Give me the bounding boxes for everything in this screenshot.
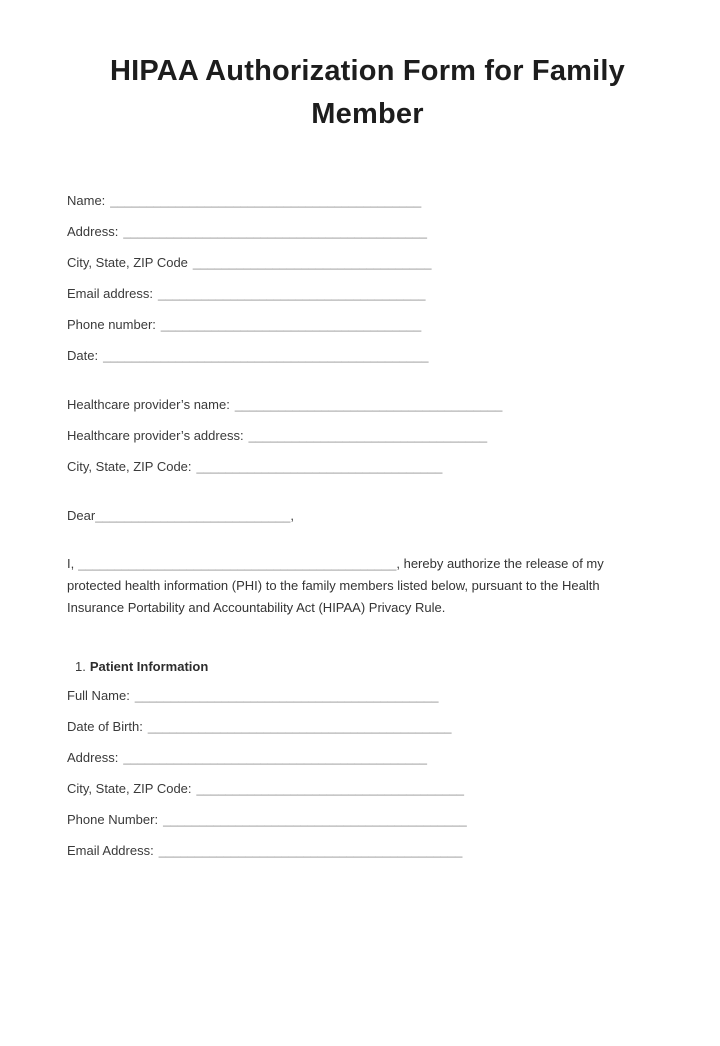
form-field-row-date-of-birth [67, 718, 668, 736]
form-field-row-patient-email [67, 842, 668, 860]
field-label: City, State, ZIP Code: [67, 781, 192, 796]
form-field-row-provider-address [67, 427, 668, 445]
paragraph-text: , hereby authorize the release of my protected health information (PHI) to the family members listed below, pursuant to the Health Insurance Portability and Accountability Act (HIPAA) Privacy Rule. [67, 556, 604, 615]
field-blank-line: __________________________________________ [147, 719, 452, 734]
field-label: Phone Number: [67, 812, 159, 827]
patient-info-block [67, 687, 668, 860]
field-blank-line: _________________________________ [192, 255, 432, 270]
hipaa-form-page [0, 50, 720, 1046]
salutation-blank-line: ___________________________ [95, 508, 291, 523]
field-label: Name: [67, 193, 106, 208]
form-field-row-email [67, 285, 668, 303]
form-field-row-patient-city-state-zip [67, 780, 668, 798]
field-blank-line: _____________________________________ [234, 397, 503, 412]
form-field-row-full-name [67, 687, 668, 705]
field-blank-line: ____________________________________ [160, 317, 422, 332]
field-blank-line: _____________________________________ [196, 781, 465, 796]
heading-number: 1. [75, 659, 86, 674]
patient-information-heading [67, 658, 668, 676]
field-blank-line: ___________________________________________ [110, 193, 422, 208]
field-label: Email address: [67, 286, 153, 301]
field-blank-line: __________________________________________ [134, 688, 439, 703]
field-blank-line: __________________________________ [196, 459, 443, 474]
field-blank-line: _____________________________________________ [103, 348, 429, 363]
authorization-paragraph [67, 553, 637, 619]
field-blank-line: __________________________________________ [123, 224, 427, 239]
page-title [67, 50, 668, 136]
field-label: City, State, ZIP Code: [67, 459, 192, 474]
form-field-row-provider-name [67, 396, 668, 414]
form-field-row-city-state-zip [67, 254, 668, 272]
form-field-row-phone [67, 316, 668, 334]
field-label: Address: [67, 750, 119, 765]
field-label: Address: [67, 224, 119, 239]
form-field-row-name [67, 192, 668, 210]
form-field-row-provider-city-state-zip [67, 458, 668, 476]
field-blank-line: __________________________________________ [123, 750, 427, 765]
form-field-row-patient-address [67, 749, 668, 767]
field-label: Date: [67, 348, 99, 363]
heading-text: Patient Information [89, 659, 209, 674]
paragraph-prefix: I, [67, 556, 75, 571]
field-label: Full Name: [67, 688, 130, 703]
recipient-info-block [67, 192, 668, 365]
field-blank-line: __________________________________________ [158, 843, 463, 858]
paragraph-blank-line: ____________________________________________ [78, 556, 397, 571]
field-label: City, State, ZIP Code [67, 255, 188, 270]
field-label: Healthcare provider’s address: [67, 428, 244, 443]
page-title-line-1: HIPAA Authorization Form for Family [109, 55, 626, 87]
page-title-line-2: Member [311, 98, 424, 130]
form-field-row-patient-phone [67, 811, 668, 829]
field-label: Healthcare provider’s name: [67, 397, 230, 412]
field-label: Email Address: [67, 843, 154, 858]
form-field-row-date [67, 347, 668, 365]
form-field-row-address [67, 223, 668, 241]
field-blank-line: _____________________________________ [157, 286, 426, 301]
field-label: Phone number: [67, 317, 156, 332]
field-label: Date of Birth: [67, 719, 143, 734]
salutation-line [67, 507, 668, 525]
salutation-prefix: Dear [67, 508, 96, 523]
provider-info-block [67, 396, 668, 476]
salutation-suffix: , [290, 508, 295, 523]
field-blank-line: _________________________________ [248, 428, 488, 443]
field-blank-line: __________________________________________ [163, 812, 467, 827]
